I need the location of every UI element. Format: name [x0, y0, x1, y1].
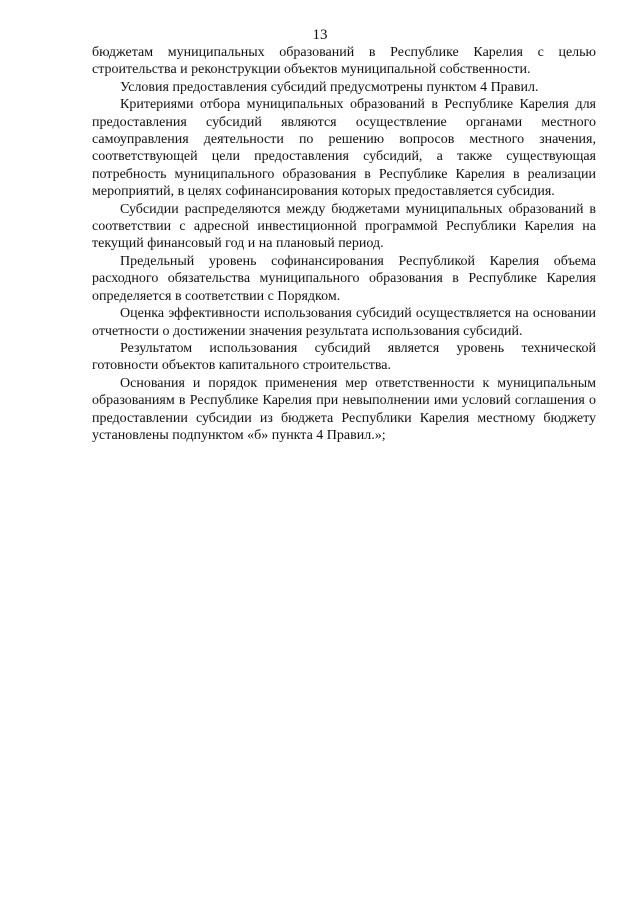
paragraph-continuation: бюджетам муниципальных образований в Республике Карелия с целью строительства и реконструкции объектов муниципальной собственности.	[92, 45, 596, 78]
paragraph-distribution: Субсидии распределяются между бюджетами муниципальных образований в соответствии с адресной инвестиционной программой Республики Карелия на текущий финансовый год и на плановый период.	[92, 201, 596, 252]
document-body	[92, 44, 596, 444]
paragraph-conditions: Условия предоставления субсидий предусмотрены пунктом 4 Правил.	[120, 79, 539, 95]
paragraph-selection-criteria: Критериями отбора муниципальных образований в Республике Карелия для предоставления субсидий являются осуществление органами местного самоуправления деятельности по решению вопросов местного значения, соответствующей цели предоставления субсидий, а также существующая потребность муниципального образования в Республике Карелия в реализации мероприятий, в целях софинансирования которых предоставляется субсидия.	[92, 97, 596, 200]
paragraph-result: Результатом использования субсидий является уровень технической готовности объектов капитального строительства.	[92, 340, 596, 374]
paragraph-liability-grounds: Основания и порядок применения мер ответственности к муниципальным образованиям в Республике Карелия при невыполнении ими условий соглашения о предоставлении субсидии из бюджета Республики Карелия местному бюджету установлены подпунктом «б» пункта 4 Правил.»;	[92, 375, 596, 443]
paragraph-efficiency-evaluation: Оценка эффективности использования субсидий осуществляется на основании отчетности о достижении значения результата использования субсидий.	[92, 306, 596, 339]
paragraph-cofinancing-level: Предельный уровень софинансирования Республикой Карелия объема расходного обязательства муниципального образования в Республике Карелия определяется в соответствии с Порядком.	[92, 253, 596, 304]
page-number: 13	[312, 27, 328, 43]
